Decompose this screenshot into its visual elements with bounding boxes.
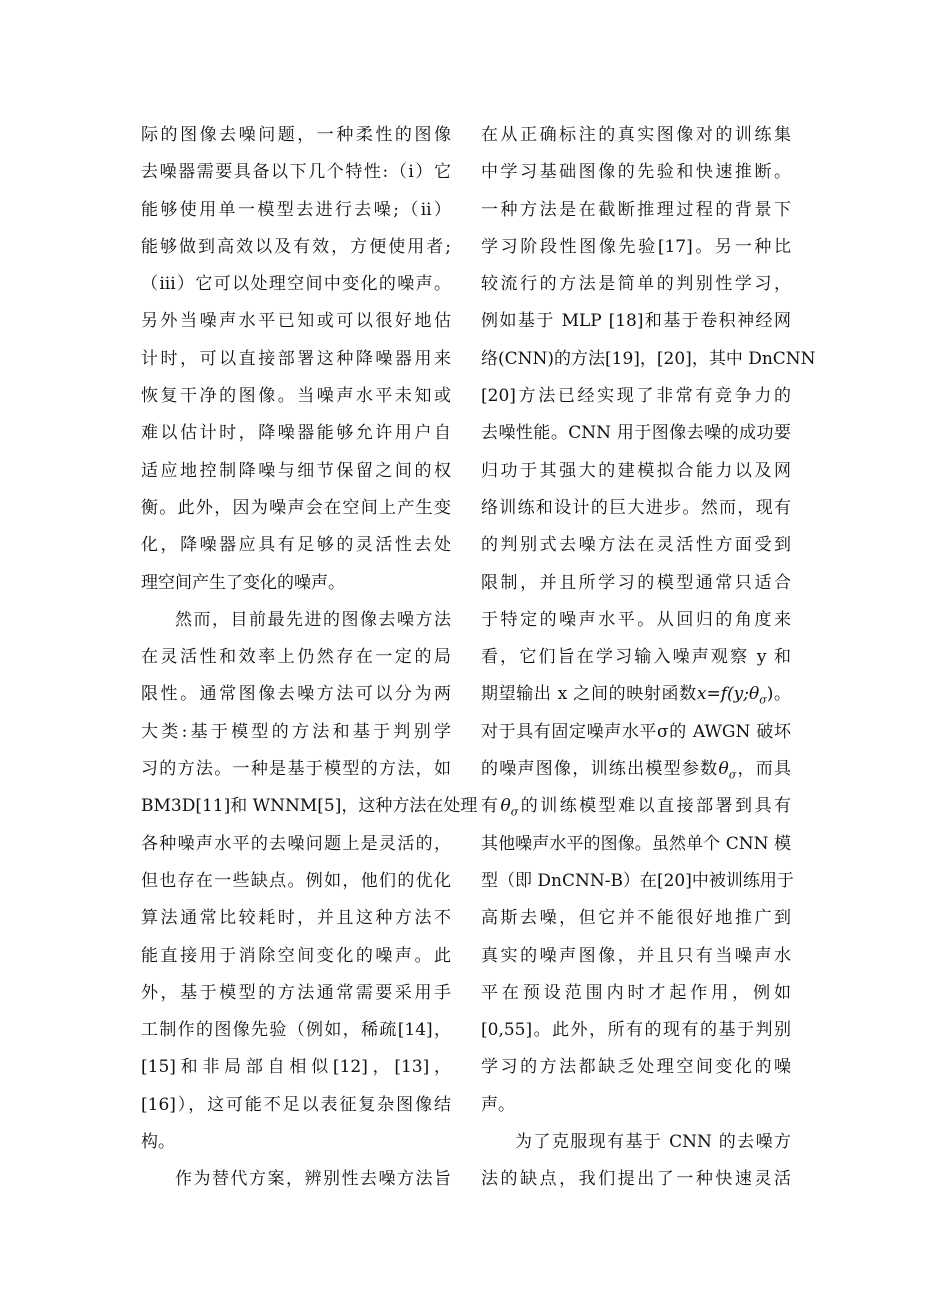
- paragraph-line: 化，降噪器应具有足够的灵活性去处: [141, 535, 451, 556]
- paragraph-line: 限性。通常图像去噪方法可以分为两: [141, 684, 451, 705]
- left-text-column: [141, 117, 478, 1199]
- paragraph-line: 为了克服现有基于 CNN 的去噪方: [515, 1132, 791, 1153]
- paragraph-line: 在从正确标注的真实图像对的训练集: [481, 125, 791, 145]
- paragraph-line: 对于具有固定噪声水平σ的 AWGN 破坏: [481, 721, 791, 742]
- paragraph-line: 能直接用于消除空间变化的噪声。此: [141, 945, 451, 966]
- paragraph-line: 于特定的噪声水平。从回归的角度来: [481, 609, 791, 630]
- paragraph-line-with-formula: [481, 676, 791, 713]
- paragraph-line: 去噪器需要具备以下几个特性:（i）它: [141, 162, 451, 183]
- paragraph-line: 习的方法。一种是基于模型的方法，如: [141, 759, 451, 780]
- paragraph-line: 际的图像去噪问题，一种柔性的图像: [141, 125, 451, 145]
- paragraph-line: 各种噪声水平的去噪问题上是灵活的，: [141, 833, 451, 854]
- paragraph-line: 法的缺点，我们提出了一种快速灵活: [481, 1169, 791, 1190]
- paragraph-line: 学习阶段性图像先验[17]。另一种比: [481, 236, 791, 257]
- paragraph-line-with-formula: [481, 788, 791, 825]
- paragraph-line: 较流行的方法是简单的判别性学习，: [481, 274, 791, 295]
- theta-sigma-symbol: $\theta_\sigma$: [718, 759, 737, 782]
- paragraph-line: 衡。此外，因为噪声会在空间上产生变: [141, 497, 451, 518]
- paragraph-line: [0,55]。此外，所有的现有的基于判别: [481, 1020, 791, 1041]
- paragraph-line: 型（即 DnCNN-B）在[20]中被训练用于: [481, 870, 794, 891]
- paragraph-line: 然而，目前最先进的图像去噪方法: [175, 609, 451, 630]
- paragraph-line: 算法通常比较耗时，并且这种方法不: [141, 908, 451, 929]
- paragraph-line: 恢复干净的图像。当噪声水平未知或: [141, 386, 451, 407]
- formula-prefix-text: 期望输出 x 之间的映射函数: [481, 684, 697, 705]
- paragraph-line: 络(CNN)的方法[19]，[20]，其中 DnCNN: [481, 348, 816, 369]
- formula-prefix-text: 有: [481, 796, 501, 817]
- paragraph-line: 能够使用单一模型去进行去噪;（ii）: [141, 199, 451, 220]
- formula-suffix-text: )。: [766, 684, 791, 705]
- paragraph-line: 的判别式去噪方法在灵活性方面受到: [481, 535, 791, 556]
- paragraph-line: 看，它们旨在学习输入噪声观察 y 和: [481, 647, 791, 668]
- paragraph-line: 声。: [481, 1094, 515, 1115]
- paragraph-line: [16]），这可能不足以表征复杂图像结: [141, 1094, 451, 1115]
- formula-suffix-text: 的训练模型难以直接部署到具有: [518, 796, 792, 817]
- paragraph-line: 其他噪声水平的图像。虽然单个 CNN 模: [481, 833, 791, 854]
- paragraph-line: 高斯去噪，但它并不能很好地推广到: [481, 908, 791, 929]
- mapping-function-formula: $x=f(y;\theta_\sigma$: [696, 684, 767, 707]
- paragraph-line: 大类:基于模型的方法和基于判别学: [141, 721, 451, 742]
- paragraph-line: 学习的方法都缺乏处理空间变化的噪: [481, 1057, 791, 1078]
- paragraph-line: [15]和非局部自相似[12]，[13]，: [141, 1057, 451, 1078]
- paragraph-line: 但也存在一些缺点。例如，他们的优化: [141, 870, 451, 891]
- paragraph-line: 络训练和设计的巨大进步。然而，现有: [481, 497, 791, 518]
- paragraph-line: [20]方法已经实现了非常有竞争力的: [481, 386, 791, 407]
- paragraph-line: 适应地控制降噪与细节保留之间的权: [141, 460, 451, 481]
- paragraph-line-with-formula: [481, 751, 791, 788]
- paragraph-line: 例如基于 MLP [18]和基于卷积神经网: [481, 311, 791, 332]
- paragraph-line: 难以估计时，降噪器能够允许用户自: [141, 423, 451, 444]
- paragraph-line: 一种方法是在截断推理过程的背景下: [481, 199, 791, 220]
- paragraph-line: 中学习基础图像的先验和快速推断。: [481, 162, 791, 183]
- theta-sigma-symbol: $\theta_\sigma$: [500, 796, 519, 819]
- paragraph-line: 构。: [141, 1132, 175, 1153]
- paragraph-line: 作为替代方案，辨别性去噪方法旨: [175, 1169, 451, 1190]
- paragraph-line: 理空间产生了变化的噪声。: [141, 572, 345, 593]
- right-text-column: [481, 117, 816, 1199]
- paragraph-line: BM3D[11]和 WNNM[5]，这种方法在处理: [141, 796, 478, 817]
- paragraph-line: 另外当噪声水平已知或可以很好地估: [141, 311, 451, 332]
- paragraph-line: 真实的噪声图像，并且只有当噪声水: [481, 945, 791, 966]
- paragraph-line: 在灵活性和效率上仍然存在一定的局: [141, 647, 451, 668]
- paragraph-line: 工制作的图像先验（例如，稀疏[14]，: [141, 1020, 451, 1041]
- paragraph-line: 外，基于模型的方法通常需要采用手: [141, 982, 451, 1003]
- formula-prefix-text: 的噪声图像，训练出模型参数: [481, 759, 719, 780]
- paragraph-line: 限制，并且所学习的模型通常只适合: [481, 572, 791, 593]
- paragraph-line: 平在预设范围内时才起作用，例如: [481, 982, 791, 1003]
- formula-suffix-text: ，而具: [736, 759, 792, 780]
- paragraph-line: 计时，可以直接部署这种降噪器用来: [141, 348, 451, 369]
- paragraph-line: （iii）它可以处理空间中变化的噪声。: [141, 274, 451, 295]
- paragraph-line: 能够做到高效以及有效，方便使用者;: [141, 236, 451, 257]
- paragraph-line: 归功于其强大的建模拟合能力以及网: [481, 460, 791, 481]
- paragraph-line: 去噪性能。CNN 用于图像去噪的成功要: [481, 423, 791, 444]
